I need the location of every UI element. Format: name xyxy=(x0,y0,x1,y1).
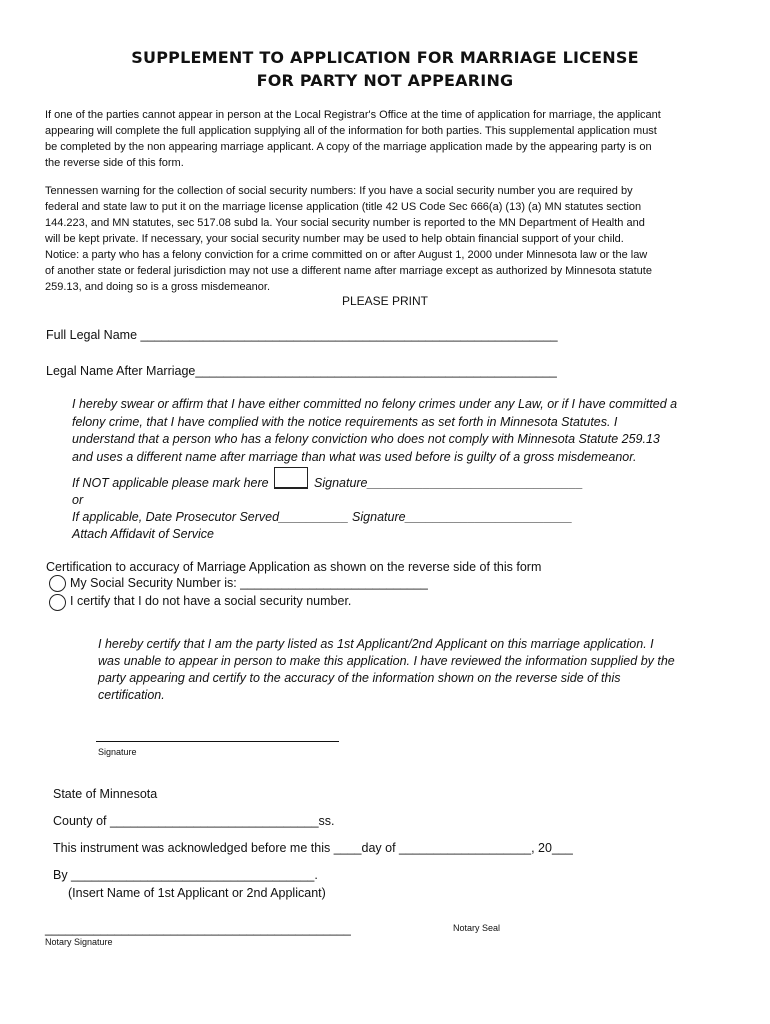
ssn-field[interactable]: My Social Security Number is: ___________________________ xyxy=(70,576,428,590)
or-label: or xyxy=(72,493,84,507)
insert-name-note: (Insert Name of 1st Applicant or 2nd Applicant) xyxy=(68,886,326,900)
affirmation-line: I hereby swear or affirm that I have either committed no felony crimes under any Law, or if I have committed a xyxy=(72,397,678,411)
county-field[interactable]: County of ______________________________ss. xyxy=(53,814,335,828)
by-field[interactable]: By ___________________________________. xyxy=(53,868,318,882)
no-ssn-label: I certify that I do not have a social security number. xyxy=(70,594,352,608)
page-title-line-1: SUPPLEMENT TO APPLICATION FOR MARRIAGE LICENSE xyxy=(131,48,639,67)
tennessen-line: 259.13, and doing so is a gross misdemeanor. xyxy=(45,281,271,293)
tennessen-line: federal and state law to put it on the marriage license application (title 42 US Code Sec 666(a) (13) (a) MN statutes section xyxy=(45,201,642,213)
intro-paragraph xyxy=(45,107,725,171)
prosecutor-date-signature-field[interactable]: If applicable, Date Prosecutor Served__________ Signature________________________ xyxy=(72,510,573,524)
affirmation-statement xyxy=(72,396,677,466)
tennessen-line: 144.223, and MN statutes, sec 517.08 subd la. Your social security number is reported to the MN Department of Health and xyxy=(45,217,645,229)
party-cert-line: party appearing and certify to the accuracy of the information shown on the reverse side of this xyxy=(98,671,621,685)
applicant-signature-line[interactable] xyxy=(96,741,339,742)
please-print-label: PLEASE PRINT xyxy=(341,294,429,308)
affirmation-line: understand that a person who has a felony conviction who does not comply with Minnesota Statute 259.13 xyxy=(72,432,660,446)
certification-heading: Certification to accuracy of Marriage Application as shown on the reverse side of this form xyxy=(46,560,542,574)
tennessen-warning xyxy=(45,183,725,295)
acknowledged-field[interactable]: This instrument was acknowledged before me this ____day of ___________________, 20___ xyxy=(53,841,573,855)
state-label: State of Minnesota xyxy=(53,787,158,801)
no-ssn-radio[interactable] xyxy=(49,594,66,611)
full-legal-name-field[interactable]: Full Legal Name ____________________________________________________________ xyxy=(46,328,558,342)
legal-name-after-marriage-field[interactable]: Legal Name After Marriage____________________________________________________ xyxy=(46,364,557,378)
notary-signature-label: Notary Signature xyxy=(45,937,113,947)
applicant-signature-label: Signature xyxy=(98,747,137,757)
tennessen-line: of another state or federal jurisdiction may not use a different name after marriage except as authorized by Minnesota statute xyxy=(45,265,652,277)
party-cert-line: was unable to appear in person to make this application. I have reviewed the information supplied by the xyxy=(98,654,675,668)
intro-line: If one of the parties cannot appear in person at the Local Registrar's Office at the time of application for marriage, the applicant xyxy=(45,109,661,121)
not-applicable-checkbox[interactable] xyxy=(274,467,308,489)
page-title-line-2: FOR PARTY NOT APPEARING xyxy=(256,71,514,90)
party-certification xyxy=(98,636,675,704)
ssn-radio[interactable] xyxy=(49,575,66,592)
affirmation-line: and uses a different name after marriage than what was used before is guilty of a gross misdemeanor. xyxy=(72,449,637,464)
tennessen-line: Tennessen warning for the collection of social security numbers: If you have a social security number you are required by xyxy=(45,185,633,197)
notary-seal-label: Notary Seal xyxy=(453,923,501,933)
intro-line: appearing will complete the full application supplying all of the information for both parties. This supplemental application must xyxy=(45,125,657,137)
attach-affidavit-note: Attach Affidavit of Service xyxy=(72,527,214,541)
tennessen-line: Notice: a party who has a felony conviction for a crime committed on or after August 1, 2000 under Minnesota law or the law xyxy=(45,249,648,261)
notary-signature-line[interactable]: ____________________________________________ xyxy=(45,922,351,936)
tennessen-line: will be kept private. If necessary, your social security number may be used to help obtain financial support of your child. xyxy=(45,233,624,245)
affirmation-line: felony crime, that I have complied with the notice requirements as set forth in Minnesota Statutes. I xyxy=(72,414,618,429)
intro-line: the reverse side of this form. xyxy=(45,157,184,169)
not-applicable-label: If NOT applicable please mark here xyxy=(72,476,269,490)
intro-line: be completed by the non appearing marriage applicant. A copy of the marriage application made by the appearing party is on xyxy=(45,141,652,153)
party-cert-line: certification. xyxy=(98,688,165,702)
felony-signature-field[interactable]: Signature_______________________________ xyxy=(314,476,584,490)
party-cert-line: I hereby certify that I am the party listed as 1st Applicant/2nd Applicant on this marriage application. I xyxy=(98,637,654,651)
